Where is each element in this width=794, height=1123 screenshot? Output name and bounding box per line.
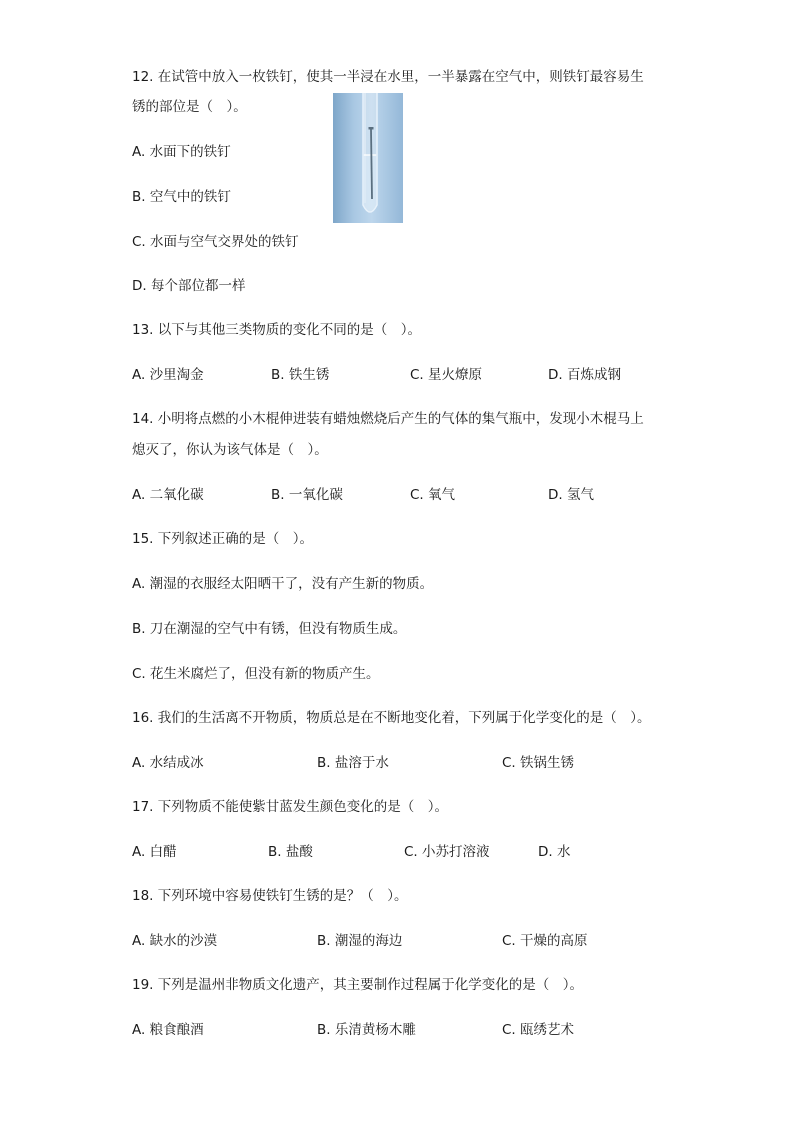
- q13-option-a: A. 沙里淘金: [132, 367, 204, 383]
- q16-option-c: C. 铁锅生锈: [502, 755, 575, 771]
- q14-option-d: D. 氢气: [548, 487, 594, 503]
- q18-stem: 18. 下列环境中容易使铁钉生锈的是？（ ）。: [132, 888, 408, 904]
- q19-stem: 19. 下列是温州非物质文化遗产，其主要制作过程属于化学变化的是（ ）。: [132, 977, 584, 993]
- q18-option-c: C. 干燥的高原: [502, 933, 588, 949]
- q15-option-a: A. 潮湿的衣服经太阳晒干了，没有产生新的物质。: [132, 576, 434, 592]
- q17-option-b: B. 盐酸: [268, 844, 313, 860]
- q14-option-c: C. 氧气: [410, 487, 456, 503]
- q12-stem-line2: 锈的部位是（ ）。: [132, 99, 247, 115]
- q15-option-b: B. 刀在潮湿的空气中有锈，但没有物质生成。: [132, 621, 407, 637]
- q19-option-a: A. 粮食酿酒: [132, 1022, 204, 1038]
- q14-stem-line2: 熄灭了，你认为该气体是（ ）。: [132, 442, 328, 458]
- q18-option-a: A. 缺水的沙漠: [132, 933, 218, 949]
- q12-option-c: C. 水面与空气交界处的铁钉: [132, 234, 299, 250]
- q12-stem-line1: 12. 在试管中放入一枚铁钉，使其一半浸在水里，一半暴露在空气中，则铁钉最容易生: [132, 69, 644, 85]
- q17-stem: 17. 下列物质不能使紫甘蓝发生颜色变化的是（ ）。: [132, 799, 449, 815]
- q12-option-b: B. 空气中的铁钉: [132, 189, 231, 205]
- q18-option-b: B. 潮湿的海边: [317, 933, 403, 949]
- q13-stem: 13. 以下与其他三类物质的变化不同的是（ ）。: [132, 322, 422, 338]
- q13-option-b: B. 铁生锈: [271, 367, 330, 383]
- q15-option-c: C. 花生米腐烂了，但没有新的物质产生。: [132, 666, 380, 682]
- q13-option-d: D. 百炼成钢: [548, 367, 621, 383]
- q16-stem: 16. 我们的生活离不开物质，物质总是在不断地变化着，下列属于化学变化的是（ ）。: [132, 710, 651, 726]
- q16-option-b: B. 盐溶于水: [317, 755, 389, 771]
- q13-option-c: C. 星火燎原: [410, 367, 483, 383]
- q12-option-a: A. 水面下的铁钉: [132, 144, 231, 160]
- q19-option-b: B. 乐清黄杨木雕: [317, 1022, 416, 1038]
- q14-option-b: B. 一氧化碳: [271, 487, 343, 503]
- q17-option-c: C. 小苏打溶液: [404, 844, 490, 860]
- q14-option-a: A. 二氧化碳: [132, 487, 204, 503]
- q14-stem-line1: 14. 小明将点燃的小木棍伸进装有蜡烛燃烧后产生的气体的集气瓶中，发现小木棍马上: [132, 411, 644, 427]
- q17-option-a: A. 白醋: [132, 844, 177, 860]
- q16-option-a: A. 水结成冰: [132, 755, 204, 771]
- q15-stem: 15. 下列叙述正确的是（ ）。: [132, 531, 314, 547]
- test-tube-with-nail-photo: [333, 93, 403, 223]
- q12-option-d: D. 每个部位都一样: [132, 278, 246, 294]
- q17-option-d: D. 水: [538, 844, 571, 860]
- q19-option-c: C. 瓯绣艺术: [502, 1022, 575, 1038]
